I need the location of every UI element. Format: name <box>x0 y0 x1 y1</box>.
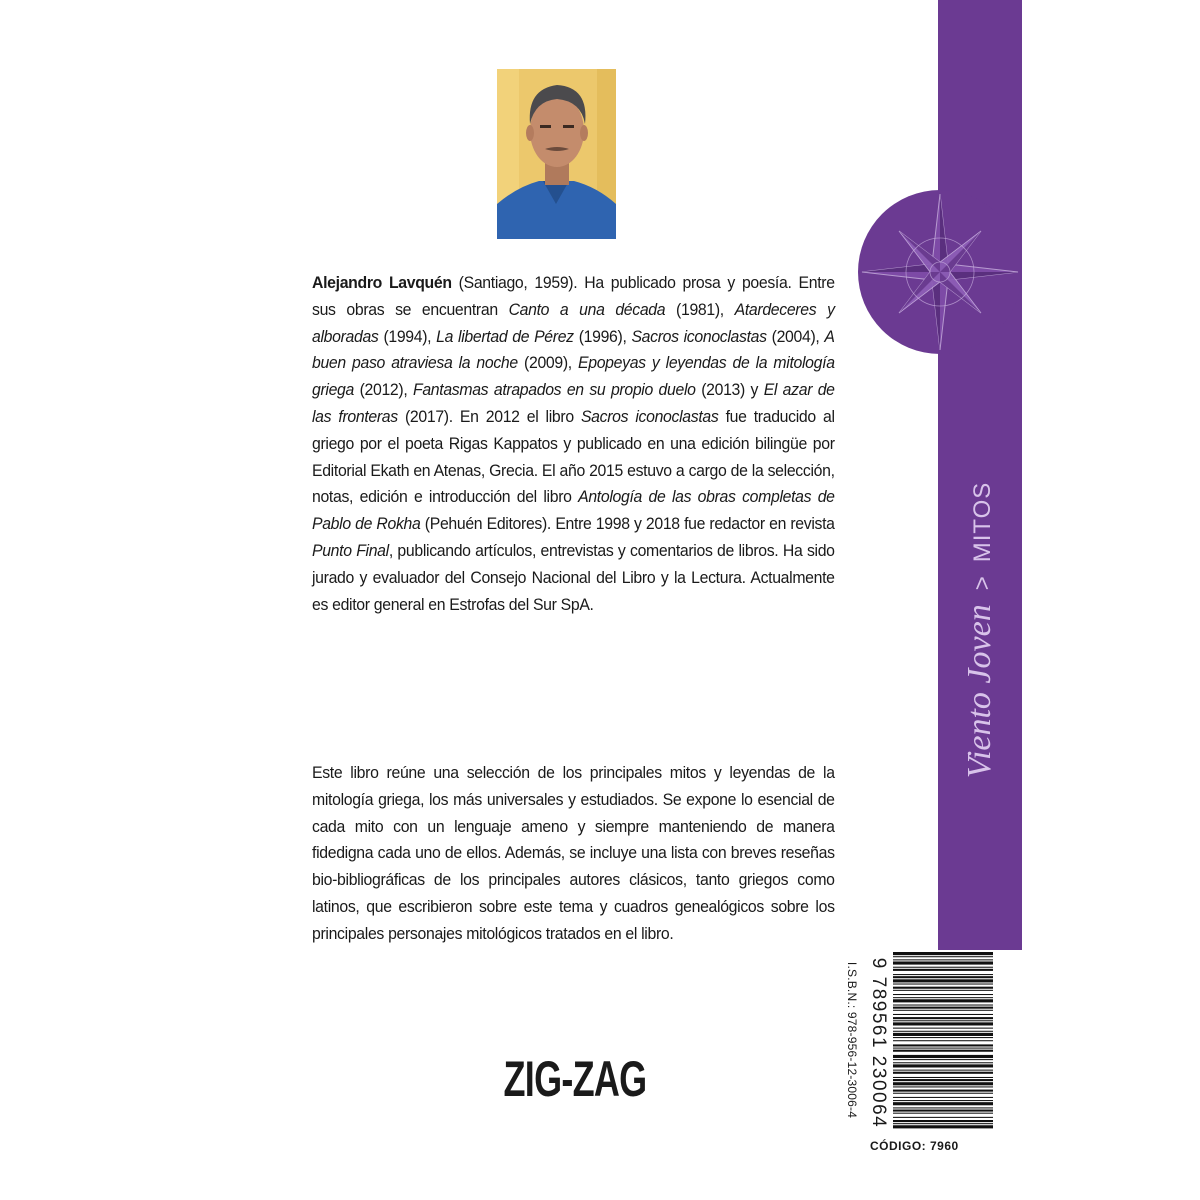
author-photo <box>497 69 616 239</box>
book-title: El azar de las fronteras <box>312 380 835 426</box>
barcode <box>893 952 993 1132</box>
bio-text: , publicando artículos, entrevistas y comentarios de libros. Ha sido jurado y evaluador del Consejo Nacional del Libro y la Lectura. Actualmente es editor general en Estrofas del Sur SpA. <box>312 540 835 614</box>
barcode-bar <box>893 984 993 985</box>
publisher-logo: ZIG-ZAG <box>503 1051 647 1107</box>
bio-text: (1981), <box>665 299 735 319</box>
book-title: Atardeceres y alboradas <box>312 299 835 346</box>
barcode-bar <box>893 1044 993 1046</box>
barcode-bar <box>893 1093 993 1094</box>
barcode-bar <box>893 1033 993 1036</box>
isbn-text: I.S.B.N.: 978-956-12-3006-4 <box>845 961 859 1119</box>
barcode-bar <box>893 967 993 968</box>
barcode-bar <box>893 969 993 971</box>
barcode-bar <box>893 952 993 955</box>
book-synopsis: Este libro reúne una selección de los principales mitos y leyendas de la mitología griega, los más universales y estudiados. Se expone lo esencial de cada mito con un lenguaje ameno y siempre manteniendo de manera fidedigna cada uno de ellos. Además, se incluye una lista con breves reseñas bio-bibliográficas de los principales autores clásicos, tanto griegos como latinos, que escribieron sobre este tema y cuadros genealógicos sobre los principales personajes mitológicos tratados en el libro. <box>312 763 835 943</box>
barcode-bar <box>893 1022 993 1025</box>
barcode-bar <box>893 1048 993 1049</box>
barcode-bar <box>893 1086 993 1087</box>
bio-text: (Pehuén Editores). Entre 1998 y 2018 fue redactor en revista <box>420 514 835 534</box>
barcode-bar <box>893 1113 993 1114</box>
author-name: Alejandro Lavquén <box>312 273 452 292</box>
barcode-bar <box>893 999 993 1002</box>
barcode-bar <box>893 1059 993 1060</box>
barcode-bar <box>893 1014 993 1015</box>
barcode-bar <box>893 1072 993 1074</box>
barcode-bar <box>893 979 993 982</box>
barcode-bar <box>893 1070 993 1071</box>
barcode-bar <box>893 1010 993 1011</box>
barcode-bar <box>893 1117 993 1118</box>
book-title: A buen paso atraviesa la noche <box>312 326 835 373</box>
barcode-bar <box>893 974 993 975</box>
bio-text: (2017). En 2012 el libro <box>397 406 581 426</box>
product-code: CÓDIGO: 7960 <box>870 1139 959 1153</box>
bio-text: (2012), <box>354 380 413 400</box>
book-title: Fantasmas atrapados en su propio duelo <box>412 380 696 400</box>
barcode-bar <box>893 1055 993 1058</box>
book-title: Sacros iconoclastas <box>631 326 767 346</box>
barcode-bar <box>893 1110 993 1112</box>
barcode-bar <box>893 1120 993 1122</box>
barcode-bar <box>893 1005 993 1006</box>
barcode-bar <box>893 1102 993 1105</box>
collection-name: Viento Joven <box>961 604 998 779</box>
barcode-bar <box>893 1007 993 1009</box>
barcode-bar <box>893 1064 993 1067</box>
barcode-bar <box>893 1040 993 1041</box>
barcode-bar <box>893 959 993 960</box>
barcode-bar <box>893 1125 993 1128</box>
barcode-bar <box>893 1107 993 1108</box>
barcode-bar <box>893 1100 993 1101</box>
barcode-bar <box>893 1020 993 1021</box>
barcode-bar <box>893 1037 993 1038</box>
bio-text: fue traducido al griego por el poeta Rigas Kappatos y publicado en una edición bilingüe por Editorial Ekath en Atenas, Grecia. El año 2015 estuvo a cargo de la selección, notas, edición e introducción del libro <box>312 406 835 507</box>
barcode-bar <box>893 1017 993 1019</box>
book-title: Sacros iconoclastas <box>580 406 719 426</box>
series-title <box>961 482 999 779</box>
barcode-bar <box>893 990 993 991</box>
bio-text: (2013) y <box>695 380 764 400</box>
barcode-bar <box>893 997 993 998</box>
series-name: MITOS <box>969 481 996 563</box>
barcode-bar <box>893 1079 993 1081</box>
barcode-bar <box>893 1077 993 1078</box>
barcode-bar <box>893 1028 993 1029</box>
barcode-bar <box>893 987 993 989</box>
bio-text: (Santiago, 1959). Ha publicado prosa y poesía. Entre sus obras se encuentran <box>312 273 835 319</box>
book-title: La libertad de Pérez <box>436 326 574 346</box>
magazine-title: Punto Final <box>312 540 389 560</box>
bio-text: (2004), <box>766 326 825 346</box>
book-title: Canto a una década <box>508 299 666 319</box>
series-separator: > <box>969 576 996 591</box>
barcode-bar <box>893 1082 993 1085</box>
barcode-bar <box>893 961 993 964</box>
series-label <box>938 330 1022 950</box>
barcode-bar <box>893 1097 993 1098</box>
barcode-bar <box>893 1050 993 1052</box>
barcode-bar <box>893 956 993 957</box>
barcode-digits: 9 789561 230064 <box>868 957 889 1129</box>
book-title: Epopeyas y leyendas de la mitología griega <box>312 353 835 400</box>
bio-text: (1994), <box>378 326 437 346</box>
author-bio <box>312 270 835 618</box>
barcode-bar <box>893 1090 993 1092</box>
barcode-bar <box>893 1031 993 1032</box>
bio-text: (1996), <box>573 326 632 346</box>
barcode-bar <box>893 1062 993 1063</box>
barcode-bar <box>893 976 993 978</box>
book-title: Antología de las obras completas de Pablo de Rokha <box>312 487 835 534</box>
bio-text: (2009), <box>517 353 579 373</box>
barcode-bar <box>893 994 993 995</box>
barcode-bar <box>893 1123 993 1124</box>
